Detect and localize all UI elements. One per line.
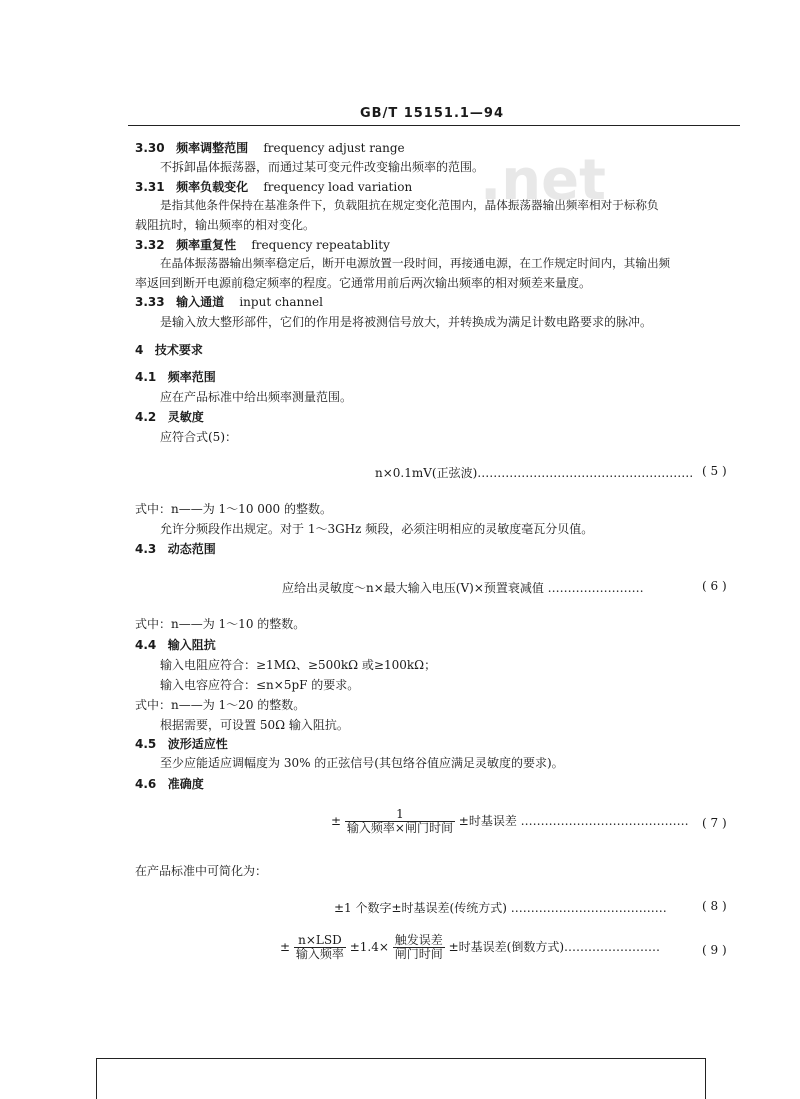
term-en: frequency adjust range <box>263 141 405 155</box>
formula-5: n×0.1mV(正弦波)……………………………………………… <box>375 466 694 480</box>
section-number: 4.6 <box>135 777 157 791</box>
section-number: 3.33 <box>135 295 165 309</box>
section-title: 灵敏度 <box>167 410 204 424</box>
section-3-31-heading <box>135 178 412 195</box>
plus-minus: ± <box>331 814 342 828</box>
section-number: 4.4 <box>135 638 157 652</box>
formula-8: ±1 个数字±时基误差(传统方式) ………………………………… <box>334 901 667 915</box>
section-number: 3.30 <box>135 141 165 155</box>
formula-7 <box>331 808 689 835</box>
formula-6: 应给出灵敏度～n×最大输入电压(V)×预置衰减值 …………………… <box>282 581 644 595</box>
section-number: 4.2 <box>135 410 157 424</box>
header-rule <box>128 125 740 126</box>
where-clause: 式中：n——为 1～20 的整数。 <box>135 698 306 712</box>
paragraph: 应符合式(5)： <box>160 430 237 444</box>
formula-tail: ±时基误差 …………………………………… <box>458 814 689 828</box>
paragraph: 是输入放大整形部件，它们的作用是将被测信号放大，并转换成为满足计数电路要求的脉冲。 <box>160 315 653 329</box>
formula-number: ( 7 ) <box>702 816 727 830</box>
section-number: 4.5 <box>135 737 157 751</box>
term-zh: 频率重复性 <box>176 238 237 252</box>
numerator: n×LSD <box>294 934 346 948</box>
section-title: 输入阻抗 <box>167 638 216 652</box>
formula-number: ( 8 ) <box>702 899 727 913</box>
section-number: 4 <box>135 343 144 357</box>
section-4-1-heading <box>135 368 216 385</box>
section-title: 动态范围 <box>167 542 216 556</box>
section-title: 波形适应性 <box>167 737 228 751</box>
term-zh: 频率负载变化 <box>176 180 249 194</box>
formula-mid: ±1.4× <box>349 940 389 954</box>
section-number: 4.1 <box>135 370 157 384</box>
paragraph: 不拆卸晶体振荡器，而通过某可变元件改变输出频率的范围。 <box>160 160 485 174</box>
denominator: 输入频率×闸门时间 <box>346 821 453 835</box>
denominator: 输入频率 <box>295 947 344 961</box>
paragraph: 是指其他条件保持在基准条件下，负载阻抗在规定变化范围内，晶体振荡器输出频率相对于标称负 <box>160 198 659 212</box>
where-clause: 式中：n——为 1～10 000 的整数。 <box>135 502 332 516</box>
term-zh: 输入通道 <box>176 295 225 309</box>
formula-number: ( 5 ) <box>702 464 727 478</box>
paragraph: 在产品标准中可简化为： <box>135 864 268 878</box>
watermark-logo: .net <box>480 148 606 213</box>
section-number: 4.3 <box>135 542 157 556</box>
section-3-30-heading <box>135 139 405 156</box>
term-en: input channel <box>239 295 323 309</box>
paragraph: 允许分频段作出规定。对于 1～3GHz 频段，必须注明相应的灵敏度毫瓦分贝值。 <box>160 522 594 536</box>
term-en: frequency repeatablity <box>251 238 390 252</box>
section-number: 3.32 <box>135 238 165 252</box>
where-clause: 式中：n——为 1～10 的整数。 <box>135 617 306 631</box>
section-3-32-heading <box>135 236 390 253</box>
numerator: 触发误差 <box>394 933 443 947</box>
footer-frame <box>96 1058 706 1099</box>
section-4-3-heading <box>135 540 216 557</box>
numerator: 1 <box>345 808 455 822</box>
paragraph: 载阻抗时，输出频率的相对变化。 <box>135 218 316 232</box>
paragraph: 输入电容应符合：≤n×5pF 的要求。 <box>160 678 360 692</box>
paragraph: 至少应能适应调幅度为 30% 的正弦信号(其包络谷值应满足灵敏度的要求)。 <box>160 756 564 770</box>
section-title: 准确度 <box>167 777 204 791</box>
fraction <box>393 934 445 961</box>
paragraph: 根据需要，可设置 50Ω 输入阻抗。 <box>160 718 349 732</box>
section-3-33-heading <box>135 293 323 310</box>
section-4-6-heading <box>135 775 204 792</box>
term-zh: 频率调整范围 <box>176 141 249 155</box>
section-number: 3.31 <box>135 180 165 194</box>
denominator: 闸门时间 <box>394 947 443 961</box>
section-4-2-heading <box>135 408 204 425</box>
term-en: frequency load variation <box>263 180 413 194</box>
formula-number: ( 9 ) <box>702 943 727 957</box>
formula-tail: ±时基误差(倒数方式)…………………… <box>448 940 661 954</box>
fraction <box>294 934 346 961</box>
paragraph: 应在产品标准中给出频率测量范围。 <box>160 390 353 404</box>
plus-minus: ± <box>280 940 291 954</box>
fraction <box>345 808 455 835</box>
section-4-5-heading <box>135 735 228 752</box>
section-4-4-heading <box>135 636 216 653</box>
formula-number: ( 6 ) <box>702 579 727 593</box>
paragraph: 在晶体振荡器输出频率稳定后，断开电源放置一段时间，再接通电源，在工作规定时间内，其输出频 <box>160 256 671 270</box>
paragraph: 输入电阻应符合：≥1MΩ、≥500kΩ 或≥100kΩ； <box>160 658 437 672</box>
formula-9 <box>280 934 660 961</box>
chapter-title: 技术要求 <box>154 343 203 357</box>
paragraph: 率返回到断开电源前稳定频率的程度。它通常用前后两次输出频率的相对频差来量度。 <box>135 276 592 290</box>
section-title: 频率范围 <box>167 370 216 384</box>
chapter-4-heading <box>135 341 203 358</box>
standard-code: GB/T 15151.1—94 <box>360 106 505 121</box>
